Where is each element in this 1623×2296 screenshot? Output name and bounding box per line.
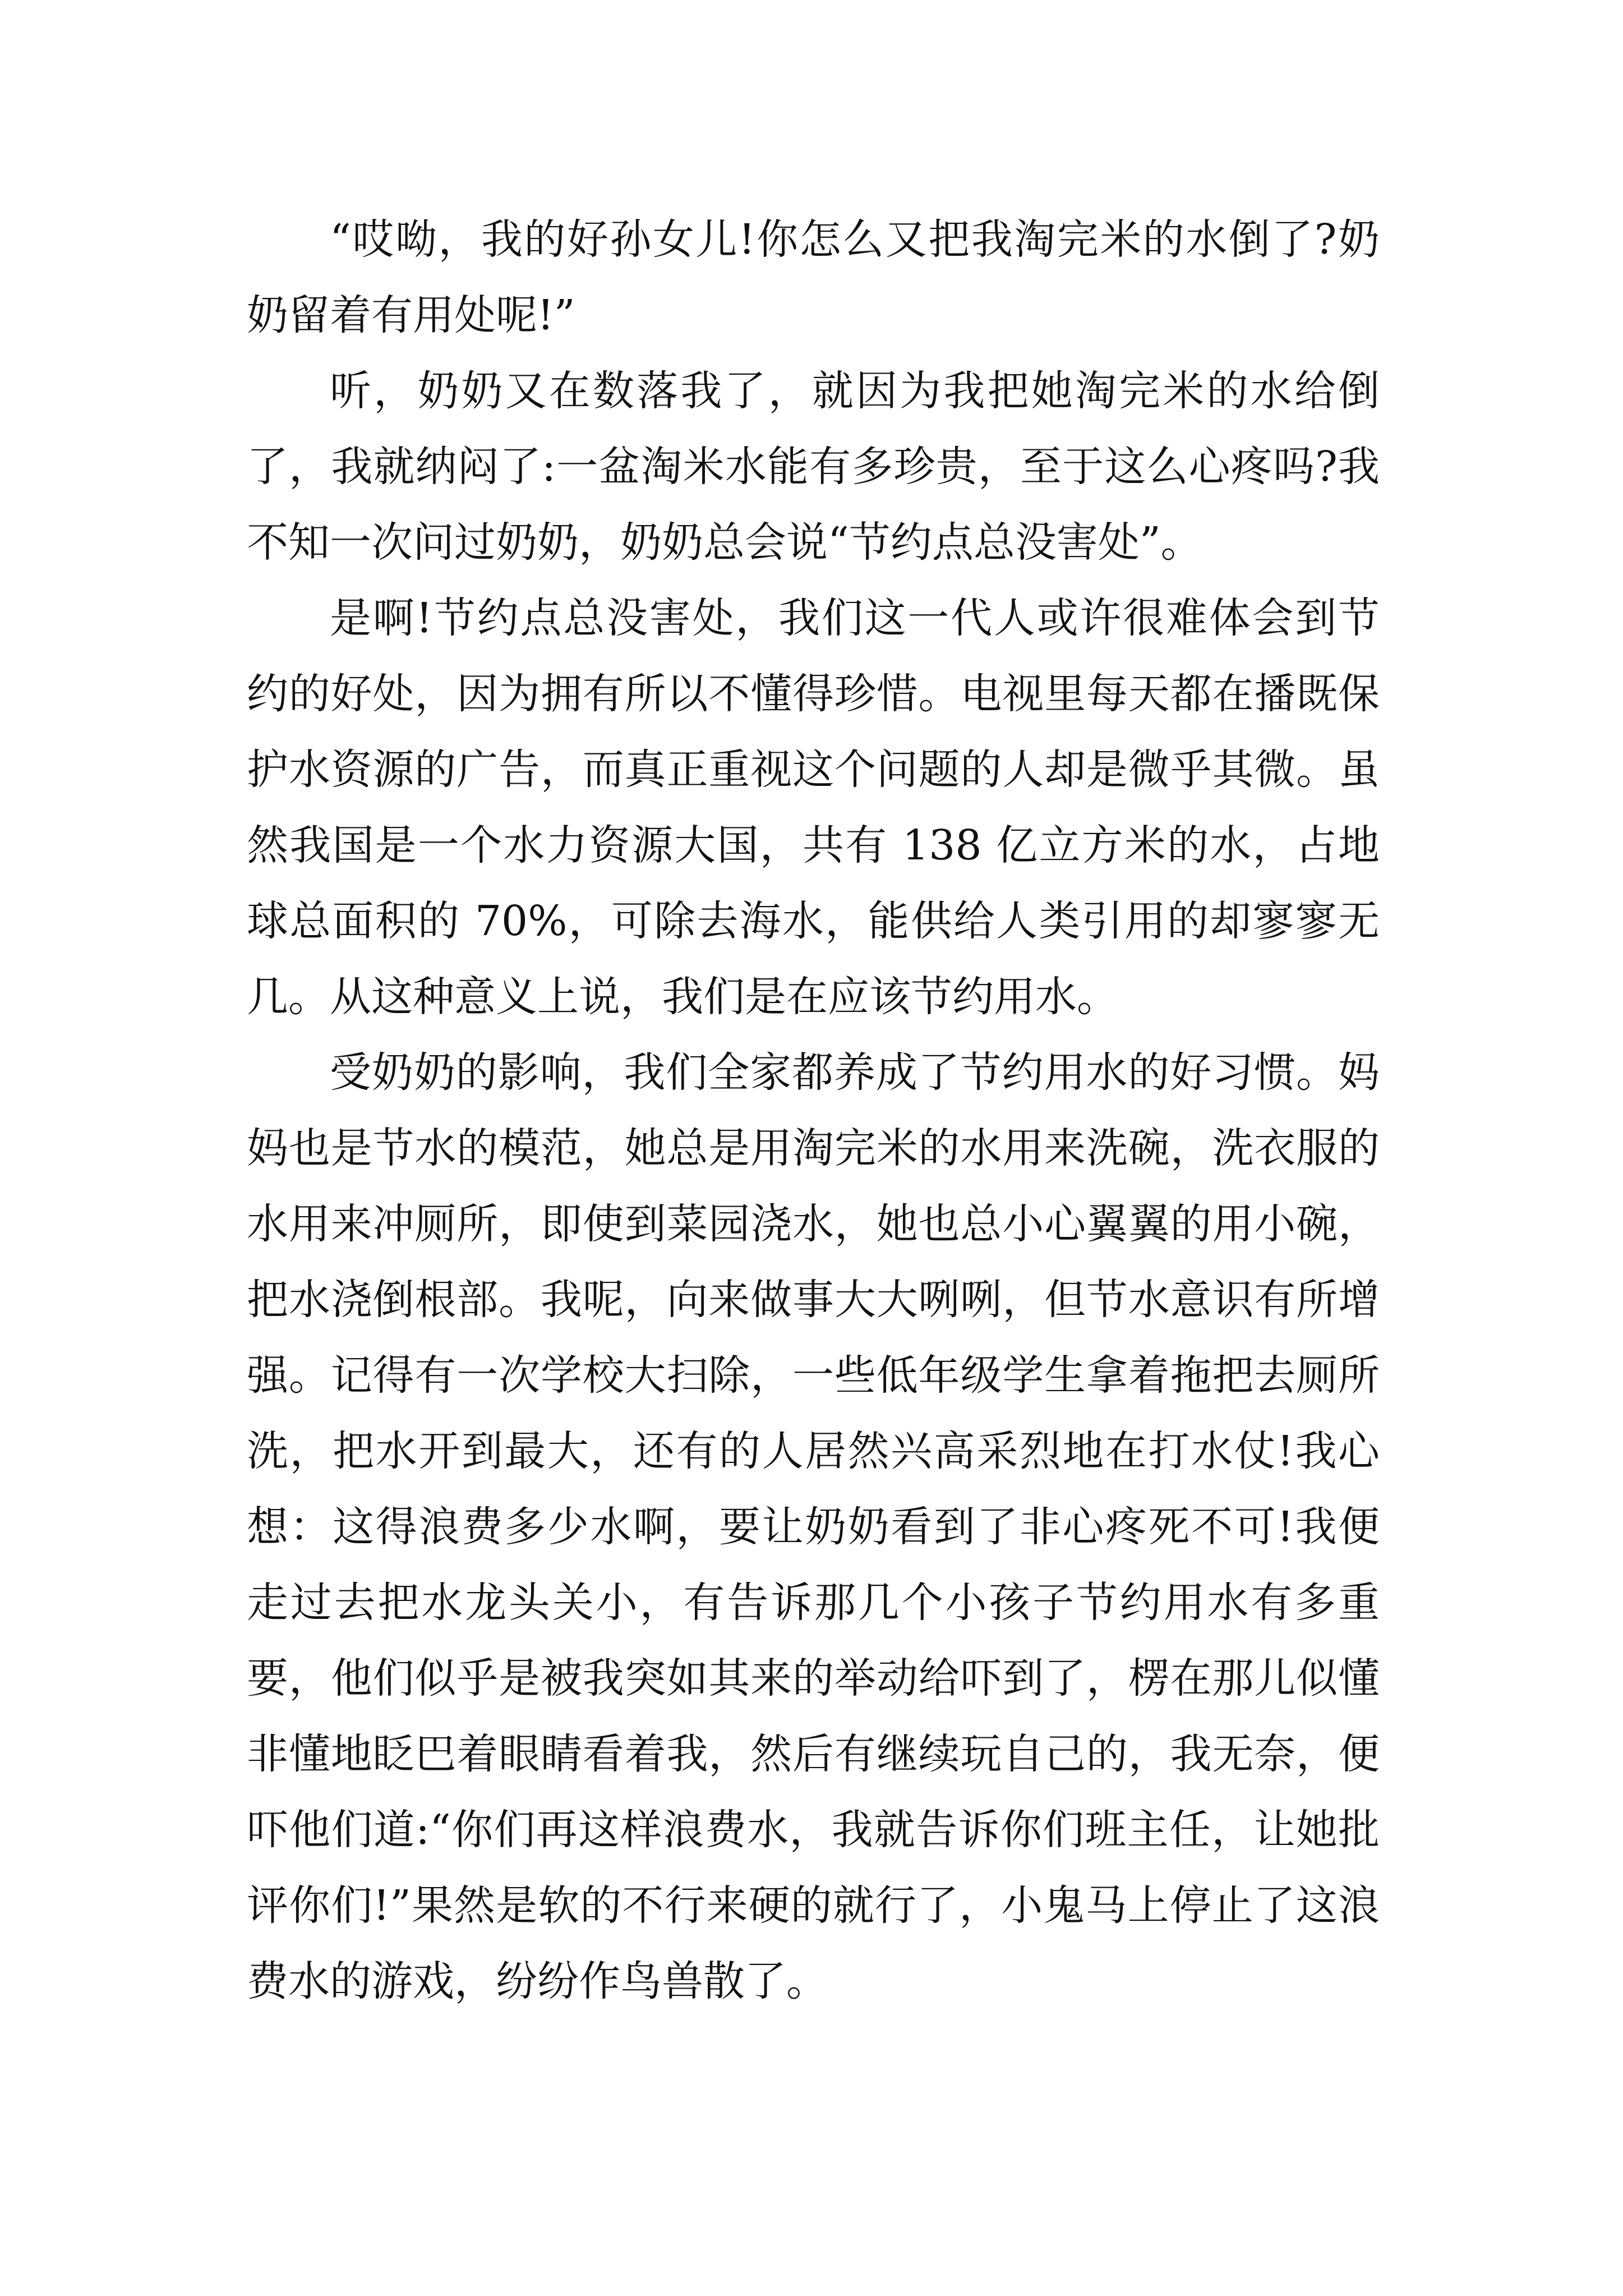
paragraph-1: “哎呦，我的好孙女儿!你怎么又把我淘完米的水倒了?奶奶留着有用处呢!” (247, 215, 1380, 339)
paragraph-3: 是啊!节约点总没害处，我们这一代人或许很难体会到节约的好处，因为拥有所以不懂得珍惜。电视里每天都在播既保护水资源的广告，而真正重视这个问题的人却是微乎其微。虽然我国是一个水力资源大国，共有 138 亿立方米的水，占地球总面积的 70%，可除去海水，能供给人类引用的却寥寥无几。从这种意义上说，我们是在应该节约用水。 (247, 594, 1380, 1021)
paragraph-2: 听，奶奶又在数落我了，就因为我把她淘完米的水给倒了，我就纳闷了:一盆淘米水能有多珍贵，至于这么心疼吗?我不知一次问过奶奶，奶奶总会说“节约点总没害处”。 (247, 367, 1380, 567)
paragraph-4: 受奶奶的影响，我们全家都养成了节约用水的好习惯。妈妈也是节水的模范，她总是用淘完米的水用来洗碗，洗衣服的水用来冲厕所，即使到菜园浇水，她也总小心翼翼的用小碗，把水浇倒根部。我呢，向来做事大大咧咧，但节水意识有所增强。记得有一次学校大扫除，一些低年级学生拿着拖把去厕所洗，把水开到最大，还有的人居然兴高采烈地在打水仗!我心想：这得浪费多少水啊，要让奶奶看到了非心疼死不可!我便走过去把水龙头关小，有告诉那几个小孩子节约用水有多重要，他们似乎是被我突如其来的举动给吓到了，楞在那儿似懂非懂地眨巴着眼睛看着我，然后有继续玩自己的，我无奈，便吓他们道:“你们再这样浪费水，我就告诉你们班主任，让她批评你们!”果然是软的不行来硬的就行了，小鬼马上停止了这浪费水的游戏，纷纷作鸟兽散了。 (247, 1048, 1380, 2005)
document-body (247, 202, 1380, 2019)
